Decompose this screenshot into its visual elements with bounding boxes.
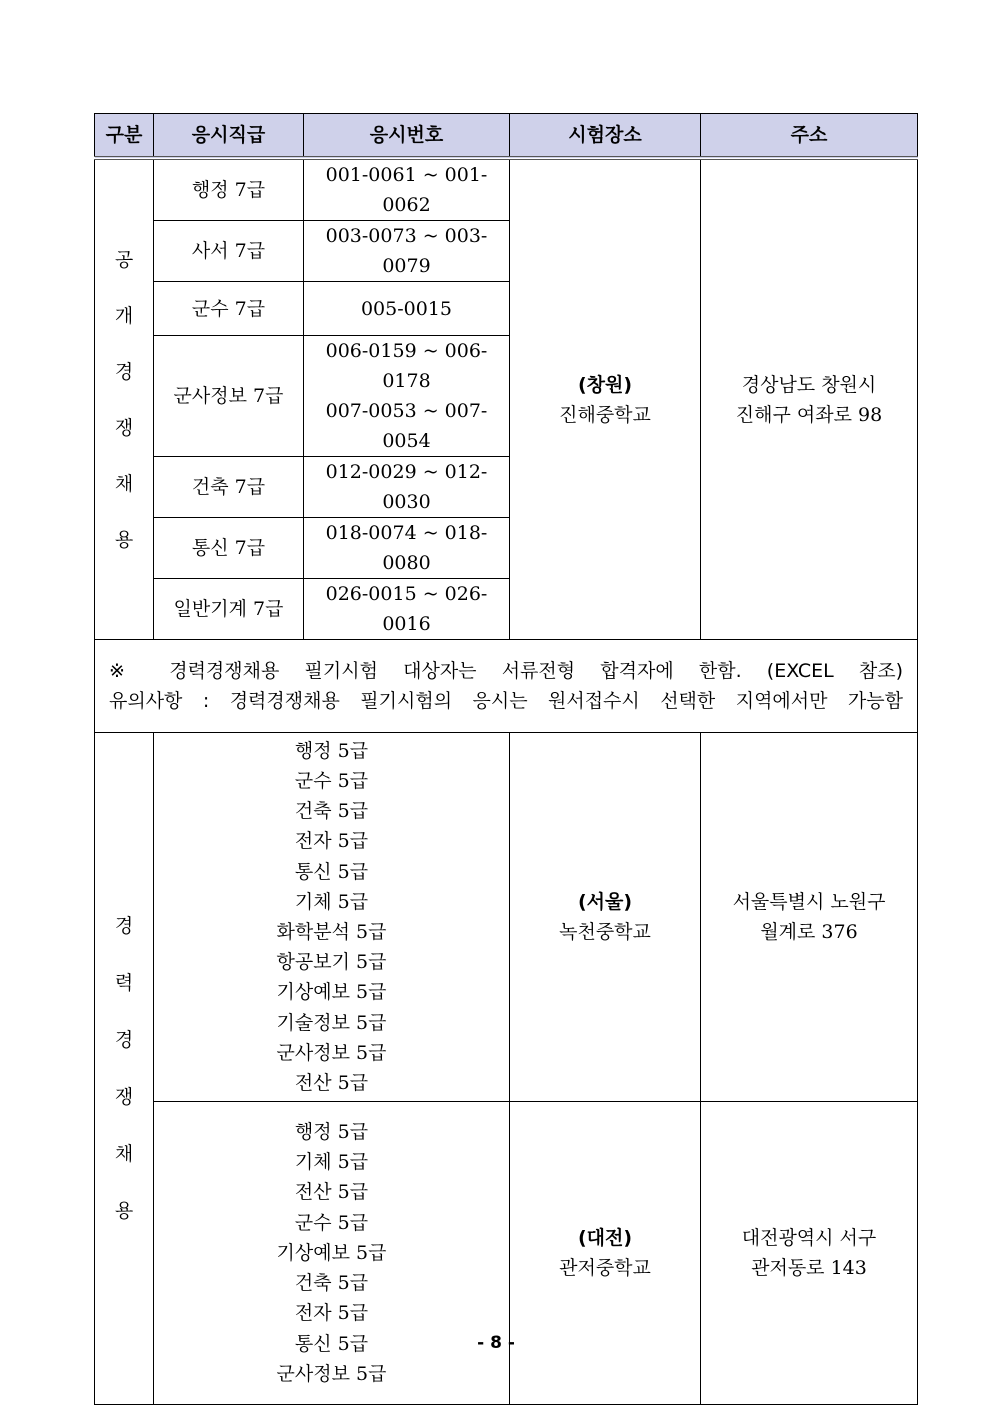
exam-site-daejeon: (대전) 관저중학교 — [510, 1102, 701, 1405]
notice-cell — [95, 640, 918, 733]
exam-number-cell: 006-0159 ~ 006-0178 007-0053 ~ 007-0054 — [304, 336, 510, 457]
grade-cell: 행정 7급 — [154, 158, 304, 221]
header-row — [95, 114, 918, 159]
header-exam-number: 응시번호 — [304, 114, 510, 159]
page-number: - 8 - — [477, 1333, 515, 1353]
header-grade: 응시직급 — [154, 114, 304, 159]
exam-number-cell: 018-0074 ~ 018-0080 — [304, 518, 510, 579]
grade-cell: 사서 7급 — [154, 221, 304, 282]
address-daejeon: 대전광역시 서구 관저동로 143 — [701, 1102, 918, 1405]
header-exam-site: 시험장소 — [510, 114, 701, 159]
exam-number-cell: 012-0029 ~ 012-0030 — [304, 457, 510, 518]
exam-number-cell: 001-0061 ~ 001-0062 — [304, 158, 510, 221]
category-open-recruitment: 공 개 경 쟁 채 용 — [95, 158, 154, 640]
table-row — [95, 733, 918, 1102]
grade-cell: 군사정보 7급 — [154, 336, 304, 457]
exam-number-cell: 026-0015 ~ 026-0016 — [304, 579, 510, 640]
grade-cell: 통신 7급 — [154, 518, 304, 579]
grade-cell: 건축 7급 — [154, 457, 304, 518]
header-category: 구분 — [95, 114, 154, 159]
exam-number-cell: 003-0073 ~ 003-0079 — [304, 221, 510, 282]
grade-cell: 일반기계 7급 — [154, 579, 304, 640]
grade-cell: 군수 7급 — [154, 282, 304, 336]
grade-list-daejeon: 행정 5급 기체 5급 전산 5급 군수 5급 기상예보 5급 건축 5급 전자 5급 통신 5급 군사정보 5급 — [154, 1102, 510, 1405]
exam-site-seoul: (서울) 녹천중학교 — [510, 733, 701, 1102]
header-address: 주소 — [701, 114, 918, 159]
exam-number-cell: 005-0015 — [304, 282, 510, 336]
address-changwon: 경상남도 창원시 진해구 여좌로 98 — [701, 158, 918, 640]
notice-row — [95, 640, 918, 733]
address-seoul: 서울특별시 노원구 월계로 376 — [701, 733, 918, 1102]
exam-site-changwon: (창원) 진해중학교 — [510, 158, 701, 640]
table-row — [95, 158, 918, 221]
notice-line-2: 유의사항 : 경력경쟁채용 필기시험의 응시는 원서접수시 선택한 지역에서만 가능함 — [109, 690, 903, 712]
table-row — [95, 1102, 918, 1405]
notice-line-1: ※ 경력경쟁채용 필기시험 대상자는 서류전형 합격자에 한함. (EXCEL 참조) — [109, 660, 903, 682]
grade-list-seoul: 행정 5급 군수 5급 건축 5급 전자 5급 통신 5급 기체 5급 화학분석 5급 항공보기 5급 기상예보 5급 기술정보 5급 군사정보 5급 전산 5급 — [154, 733, 510, 1102]
category-career-recruitment: 경 력 경 쟁 채 용 — [95, 733, 154, 1405]
exam-venue-table — [94, 113, 918, 1405]
